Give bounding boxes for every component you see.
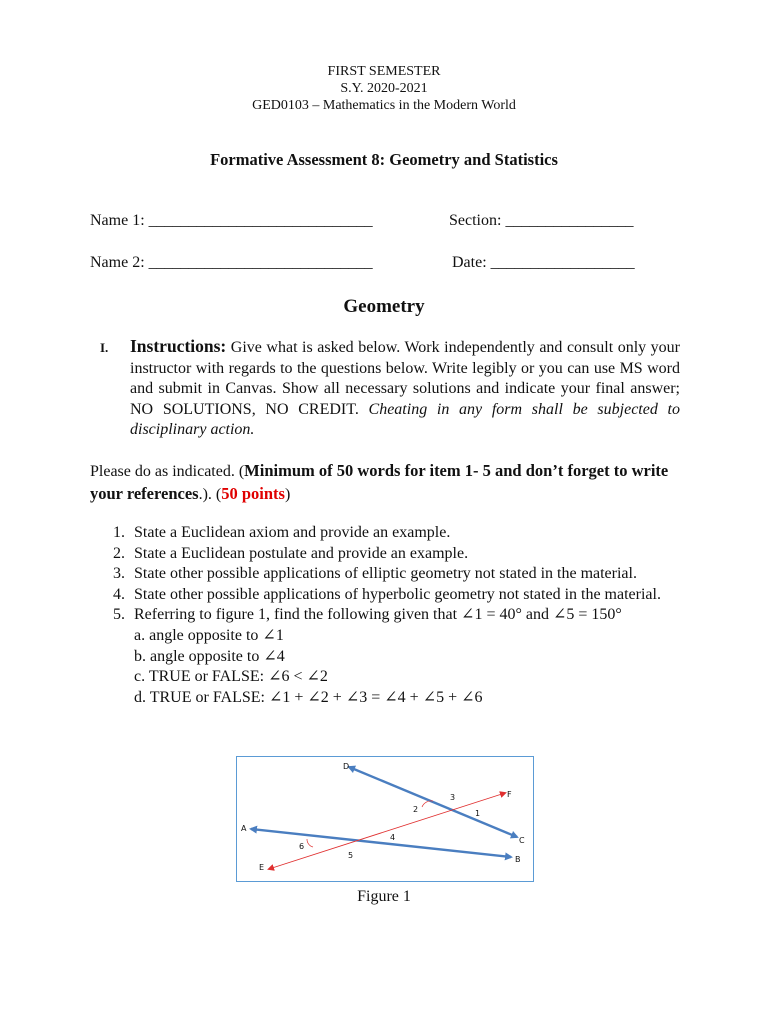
line-ef xyxy=(269,793,505,869)
point-label-d: D xyxy=(343,762,350,771)
points-badge: 50 points xyxy=(221,484,285,503)
sub-item-d: d. TRUE or FALSE: ∠1 + ∠2 + ∠3 = ∠4 + ∠5 + ∠6 xyxy=(134,688,483,706)
course-line: GED0103 – Mathematics in the Modern World xyxy=(252,98,516,113)
instructions-block xyxy=(100,336,680,441)
instructions-label: Instructions: xyxy=(130,336,227,356)
figure-diagram xyxy=(237,757,535,883)
instructions-warning: Cheating in any form shall be subjected to disciplinary action. xyxy=(130,400,680,438)
name2-field: Name 2: ____________________________ xyxy=(90,254,373,271)
line-dc xyxy=(349,767,517,837)
sub-item-c: c. TRUE or FALSE: ∠6 < ∠2 xyxy=(134,668,328,686)
angle-label-4: 4 xyxy=(390,833,396,842)
list-item: 3. State other possible applications of elliptic geometry not stated in the material. xyxy=(113,565,637,583)
figure-1 xyxy=(236,756,534,882)
angle-label-2: 2 xyxy=(413,805,419,814)
point-label-a: A xyxy=(241,824,247,833)
assessment-title: Formative Assessment 8: Geometry and Statistics xyxy=(210,150,558,169)
list-item: 4. State other possible applications of hyperbolic geometry not stated in the material. xyxy=(113,585,661,603)
directive-close: ) xyxy=(284,486,291,503)
directive-minimum: Minimum of 50 words for item 1- 5 xyxy=(244,461,491,480)
section-heading: Geometry xyxy=(343,296,425,317)
list-item: 5. Referring to figure 1, find the following given that ∠1 = 40° and ∠5 = 150° a. angle opposite to ∠1 b. angle opposite to ∠4 c. TRUE or FALSE: ∠6 < ∠2 d. TRUE or FALSE: ∠1 + ∠2 + ∠3 = ∠4 + ∠5 + ∠6 xyxy=(113,605,678,708)
angle-label-1: 1 xyxy=(475,809,481,818)
list-item: 2. State a Euclidean postulate and provide an example. xyxy=(113,544,469,562)
point-label-e: E xyxy=(259,863,265,872)
directive-lead: Please do as indicated. ( xyxy=(90,463,245,480)
list-item: 1. State a Euclidean axiom and provide an example. xyxy=(113,524,451,541)
semester-line: FIRST SEMESTER xyxy=(327,64,441,79)
angle-label-5: 5 xyxy=(348,851,354,860)
sub-item-a: a. angle opposite to ∠1 xyxy=(134,626,284,644)
point-label-f: F xyxy=(507,790,512,799)
name1-field: Name 1: ____________________________ xyxy=(90,212,373,229)
roman-numeral: I. xyxy=(100,340,109,355)
instructions-body: Give what is asked below. Work independently and consult only your instructor with regards to the questions below. Write legibly or you can use MS word and submit in Canvas. Show all necessary solutions and indicate your final answer; NO SOLUTIONS, NO CREDIT. xyxy=(130,339,680,418)
directive-paragraph xyxy=(90,460,682,506)
directive-mid: .). ( xyxy=(198,486,222,503)
sub-item-b: b. angle opposite to ∠4 xyxy=(134,647,285,665)
school-year-line: S.Y. 2020-2021 xyxy=(340,81,428,96)
question-list xyxy=(113,523,678,708)
point-label-b: B xyxy=(515,855,521,864)
directive-references: and don’t forget to write your references xyxy=(90,461,669,503)
angle-label-3: 3 xyxy=(450,793,456,802)
date-field: Date: __________________ xyxy=(452,254,635,271)
angle-arc-left xyxy=(307,839,313,847)
point-label-c: C xyxy=(519,836,525,845)
angle-label-6: 6 xyxy=(299,842,305,851)
figure-caption: Figure 1 xyxy=(357,888,411,905)
instructions-text xyxy=(130,336,680,441)
section-field: Section: ________________ xyxy=(449,212,634,229)
